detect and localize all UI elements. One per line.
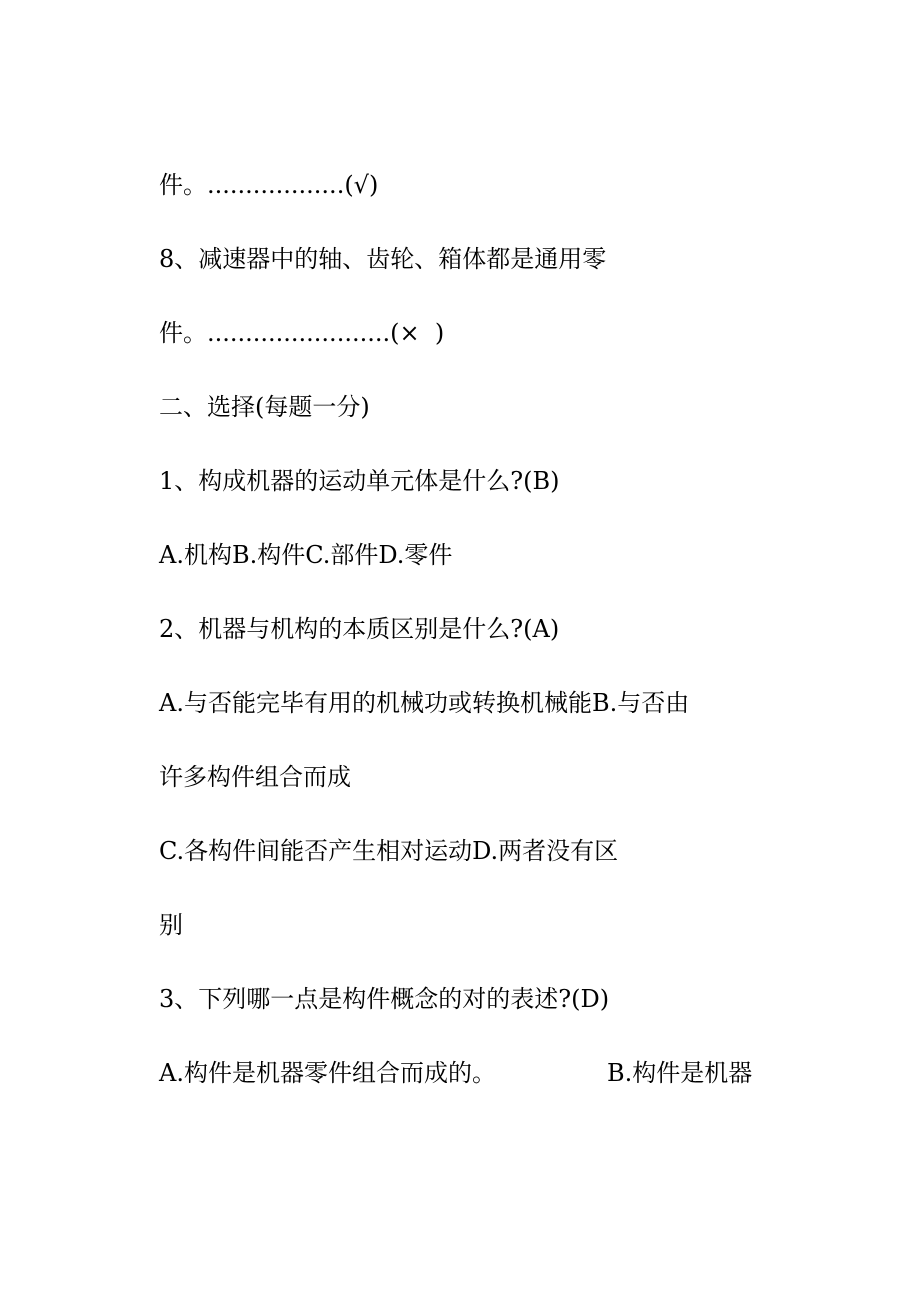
choice-options-2-line-1: A.与否能完毕有用的机械功或转换机械能B.与否由 <box>159 689 690 717</box>
choice-options-3-a: A.构件是机器零件组合而成的。 <box>159 1059 496 1087</box>
choice-options-2-line-4: 别 <box>159 911 183 939</box>
choice-options-2-line-2: 许多构件组合而成 <box>159 763 351 791</box>
choice-options-3-b: B.构件是机器 <box>607 1059 753 1087</box>
text-line-3: 件。........................(× ) <box>159 319 445 347</box>
section-heading-choice: 二、选择(每题一分) <box>159 393 370 421</box>
question-8: 8、减速器中的轴、齿轮、箱体都是通用零 <box>159 245 607 273</box>
choice-question-3: 3、下列哪一点是构件概念的对的表述?(D) <box>159 985 610 1013</box>
choice-question-1: 1、构成机器的运动单元体是什么?(B) <box>159 467 560 495</box>
choice-options-1: A.机构B.构件C.部件D.零件 <box>159 541 453 569</box>
choice-options-2-line-3: C.各构件间能否产生相对运动D.两者没有区 <box>159 837 619 865</box>
choice-question-2: 2、机器与机构的本质区别是什么?(A) <box>159 615 560 643</box>
text-line-1: 件。..................(√) <box>159 171 379 199</box>
